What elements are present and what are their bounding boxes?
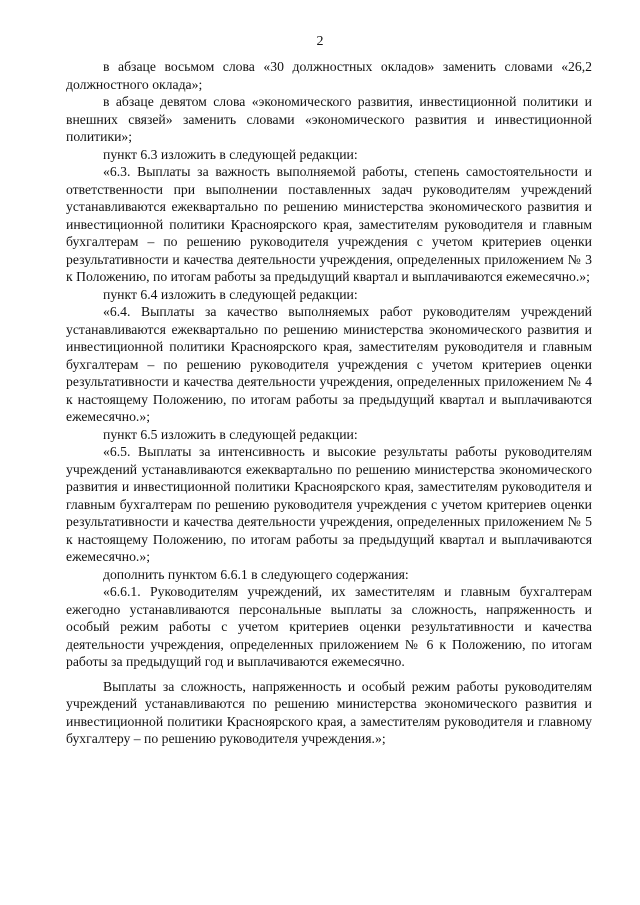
document-body <box>66 58 592 748</box>
paragraph-clause-6-5-text: «6.5. Выплаты за интенсивность и высокие результаты работы руководителям учреждений устанавливаются ежеквартально по решению министерства экономического развития и инвестиционной политики Красноярского края, заместителям руководителя и главным бухгалтерам по решению руководителя учреждения с учетом критериев оценки результативности и качества деятельности учреждения, определенных приложением № 5 к настоящему Положению, по итогам работы за предыдущий квартал и выплачиваются ежемесячно.»; <box>66 444 592 564</box>
page-number: 2 <box>316 34 324 49</box>
paragraph-clause-6-3-text: «6.3. Выплаты за важность выполняемой работы, степень самостоятельности и ответственности при выполнении поставленных задач руководителям учреждений устанавливаются ежеквартально по решению министерства экономического развития и инвестиционной политики Красноярского края, заместителям руководителя и главным бухгалтерам – по решению руководителя учреждения с учетом критериев оценки результативности и качества деятельности учреждения, определенных приложением № 3 к Положению, по итогам работы за предыдущий квартал и выплачиваются ежемесячно.»; <box>66 164 592 284</box>
paragraph-para-8-amendment: в абзаце восьмом слова «30 должностных окладов» заменить словами «26,2 должностного оклада»; <box>66 59 592 92</box>
paragraph-clause-6-5-intro: пункт 6.5 изложить в следующей редакции: <box>103 426 358 442</box>
paragraph-clause-6-3-intro: пункт 6.3 изложить в следующей редакции: <box>103 146 358 162</box>
paragraph-clause-6-4-text: «6.4. Выплаты за качество выполняемых работ руководителям учреждений устанавливаются ежеквартально по решению министерства экономического развития и инвестиционной политики Красноярского края, заместителям руководителя и главным бухгалтерам – по решению руководителя учреждения с учетом критериев оценки результативности и качества деятельности учреждения, определенных приложением № 4 к настоящему Положению, по итогам работы за предыдущий квартал и выплачиваются ежемесячно.»; <box>66 304 592 424</box>
paragraph-para-9-amendment: в абзаце девятом слова «экономического развития, инвестиционной политики и внешних связей» заменить словами «экономического развития и инвестиционной политики»; <box>66 94 592 144</box>
paragraph-clause-6-6-1-continuation: Выплаты за сложность, напряженность и особый режим работы руководителям учреждений устанавливаются по решению министерства экономического развития и инвестиционной политики Красноярского края, а заместителям руководителя и главному бухгалтеру – по решению руководителя учреждения.»; <box>66 678 592 746</box>
paragraph-clause-6-6-1-text: «6.6.1. Руководителям учреждений, их заместителям и главным бухгалтерам ежегодно устанавливаются персональные выплаты за сложность, напряженность и особый режим работы с учетом критериев оценки результативности и качества деятельности учреждения, определенных приложением № 6 к Положению, по итогам работы за предыдущий год и выплачиваются ежемесячно. <box>66 584 592 669</box>
paragraph-clause-6-4-intro: пункт 6.4 изложить в следующей редакции: <box>103 286 358 302</box>
paragraph-clause-6-6-1-intro: дополнить пунктом 6.6.1 в следующего содержания: <box>103 566 409 582</box>
